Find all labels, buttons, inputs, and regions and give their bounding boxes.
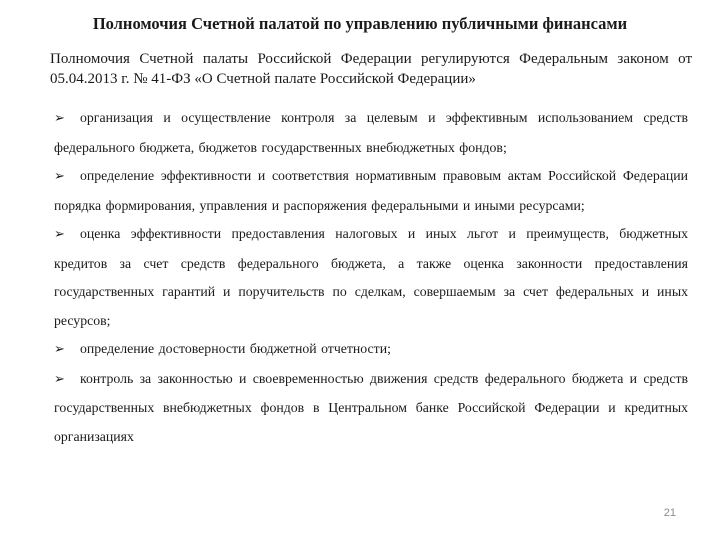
bullet-text: определение достоверности бюджетной отчетности; [80, 341, 391, 356]
list-item [54, 104, 688, 162]
bullet-text: оценка эффективности предоставления налоговых и иных льгот и преимуществ, бюджетных кредитов за счет средств федерального бюджета, а также оценка законности предоставления государственных гарантий и поручительств по сделкам, совершаемым за счет федеральных и иных ресурсов; [54, 226, 688, 328]
list-item [54, 162, 688, 220]
bullet-list [54, 104, 688, 451]
bullet-text: организация и осуществление контроля за целевым и эффективным использованием средств федерального бюджета, бюджетов государственных внебюджетных фондов; [54, 110, 688, 155]
page-number: 21 [663, 507, 676, 519]
arrowhead-bullet-icon: ➢ [54, 371, 65, 387]
arrowhead-bullet-icon: ➢ [54, 111, 65, 126]
arrowhead-bullet-icon: ➢ [54, 169, 65, 184]
arrowhead-bullet-icon: ➢ [54, 227, 65, 242]
slide-title: Полномочия Счетной палатой по управлению публичными финансами [92, 14, 628, 33]
list-item [54, 365, 688, 452]
arrowhead-bullet-icon: ➢ [54, 342, 65, 357]
bullet-text: определение эффективности и соответствия нормативным правовым актам Российской Федерации порядка формирования, управления и распоряжения федеральными и иными ресурсами; [54, 168, 688, 213]
list-item [54, 335, 688, 365]
intro-paragraph: Полномочия Счетной палаты Российской Федерации регулируются Федеральным законом от 05.04.2013 г. № 41-ФЗ «О Счетной палате Российской Федерации» [50, 51, 692, 87]
bullet-text: контроль за законностью и своевременностью движения средств федерального бюджета и средств государственных внебюджетных фондов в Центральном банке Российской Федерации и кредитных организациях [54, 370, 688, 444]
list-item [54, 220, 688, 335]
